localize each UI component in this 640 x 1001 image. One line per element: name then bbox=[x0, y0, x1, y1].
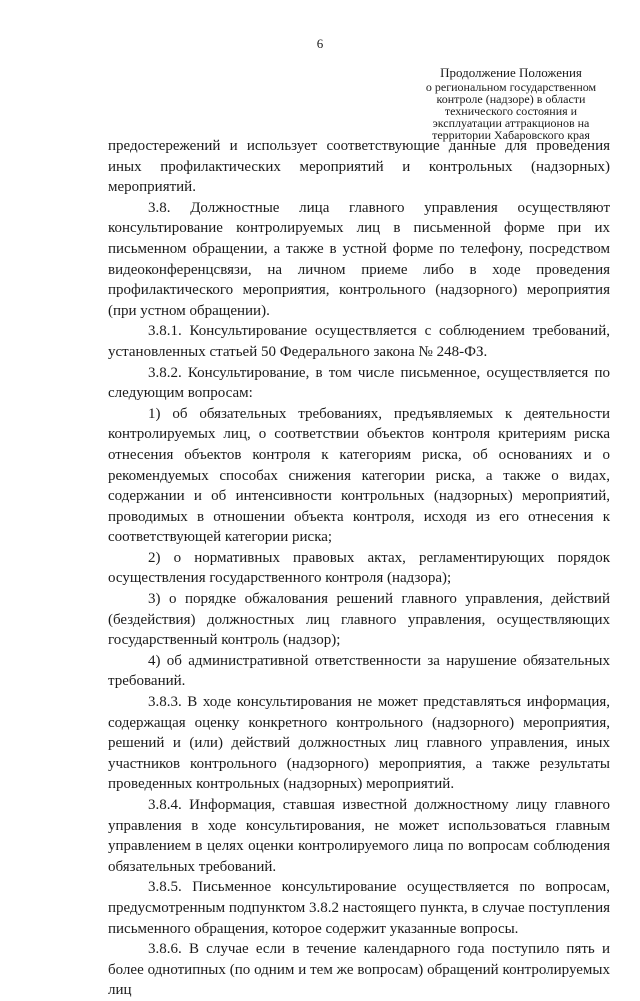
list-item-1: 1) об обязательных требованиях, предъявляемых к деятельности контролируемых лиц, о соответствии объектов контроля критериям риска отнесения объектов контроля к категориям риска, об основаниях и о рекомендуемых способах снижения категории риска, а также о видах, содержании и об интенсивности контрольных (надзорных) мероприятий, проводимых в отношении объекта контроля, исходя из его отнесения к соответствующей категории риска; bbox=[108, 405, 610, 546]
paragraph-3-8-3: 3.8.3. В ходе консультирования не может представляться информация, содержащая оценку конкретного контрольного (надзорного) мероприятия, решений и (или) действий должностных лиц главного управления, иных участников контрольного (надзорного) мероприятия, а также результаты проведенных контрольных (надзорных) мероприятий. bbox=[108, 694, 610, 793]
header-line: контроле (надзоре) в области bbox=[436, 92, 586, 106]
paragraph-3-8-6: 3.8.6. В случае если в течение календарного года поступило пять и более однотипных (по одним и тем же вопросам) обращений контролируемых лиц bbox=[108, 941, 610, 999]
paragraph-3-8-1: 3.8.1. Консультирование осуществляется с соблюдением требований, установленных статьей 50 Федерального закона № 248-ФЗ. bbox=[108, 323, 610, 360]
list-item-2: 2) о нормативных правовых актах, регламентирующих порядок осуществления государственного контроля (надзора); bbox=[108, 549, 610, 587]
paragraph-3-8: 3.8. Должностные лица главного управления осуществляют консультирование контролируемых лиц в письменной форме при их письменном обращении, а также в устной форме по телефону, посредством видеоконференцсвязи, на личном приеме либо в ходе проведения профилактического мероприятия, контрольного (надзорного) мероприятия (при устном обращении). bbox=[108, 199, 610, 319]
paragraph-continuation: предостережений и использует соответствующие данные для проведения иных профилактических мероприятий и контрольных (надзорных) мероприятий. bbox=[108, 138, 610, 196]
list-item-4: 4) об административной ответственности за нарушение обязательных требований. bbox=[108, 652, 610, 690]
header-title: Продолжение Положения bbox=[440, 65, 582, 80]
header-line: о региональном государственном bbox=[425, 80, 597, 94]
paragraph-3-8-5: 3.8.5. Письменное консультирование осуществляется по вопросам, предусмотренным подпунктом 3.8.2 настоящего пункта, в случае поступления письменного обращения, которое содержит указанные вопросы. bbox=[108, 879, 610, 937]
continuation-header bbox=[400, 65, 622, 141]
paragraph-3-8-2: 3.8.2. Консультирование, в том числе письменное, осуществляется по следующим вопросам: bbox=[108, 364, 610, 402]
header-line: технического состояния и bbox=[444, 104, 578, 118]
header-line: территории Хабаровского края bbox=[432, 128, 590, 142]
list-item-3: 3) о порядке обжалования решений главного управления, действий (бездействия) должностных лиц главного управления, осуществляющих государственный контроль (надзор); bbox=[108, 591, 610, 649]
page-number: 6 bbox=[316, 36, 324, 51]
paragraph-3-8-4: 3.8.4. Информация, ставшая известной должностному лицу главного управления в ходе консультирования, не может использоваться главным управлением в целях оценки контролируемого лица по вопросам соблюдения обязательных требований. bbox=[108, 797, 610, 875]
header-line: эксплуатации аттракционов на bbox=[432, 116, 590, 130]
document-body bbox=[108, 136, 610, 1001]
